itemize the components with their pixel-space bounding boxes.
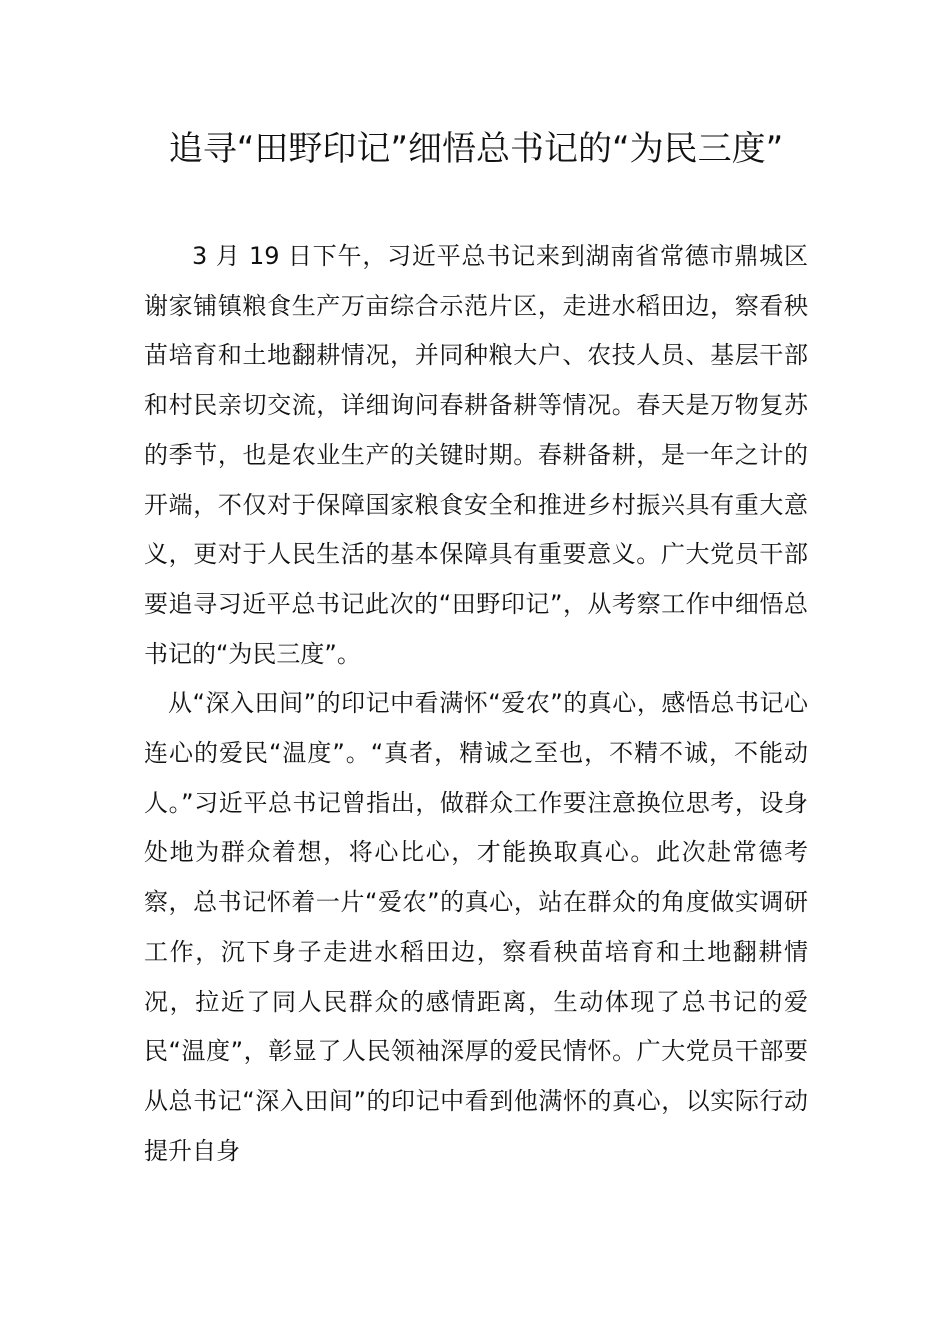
document-title: 追寻“田野印记”细悟总书记的“为民三度” xyxy=(168,129,784,169)
body-paragraph-2: 从“深入田间”的印记中看满怀“爱农”的真心，感悟总书记心连心的爱民“温度”。“真者，精诚之至也，不精不诚，不能动人。”习近平总书记曾指出，做群众工作要注意换位思考，设身处地为群众着想，将心比心，才能换取真心。此次赴常德考察，总书记怀着一片“爱农”的真心，站在群众的角度做实调研工作，沉下身子走进水稻田边，察看秧苗培育和土地翻耕情况，拉近了同人民群众的感情距离，生动体现了总书记的爱民“温度”，彰显了人民领袖深厚的爱民情怀。广大党员干部要从总书记“深入田间”的印记中看到他满怀的真心，以实际行动提升自身 xyxy=(144,689,808,1165)
body-paragraph-1: 3 月 19 日下午，习近平总书记来到湖南省常德市鼎城区谢家铺镇粮食生产万亩综合示范片区，走进水稻田边，察看秧苗培育和土地翻耕情况，并同种粮大户、农技人员、基层干部和村民亲切交流，详细询问春耕备耕等情况。春天是万物复苏的季节，也是农业生产的关键时期。春耕备耕，是一年之计的开端，不仅对于保障国家粮食安全和推进乡村振兴具有重大意义，更对于人民生活的基本保障具有重要意义。广大党员干部要追寻习近平总书记此次的“田野印记”，从考察工作中细悟总书记的“为民三度”。 xyxy=(144,242,808,668)
document-body xyxy=(144,232,808,1176)
